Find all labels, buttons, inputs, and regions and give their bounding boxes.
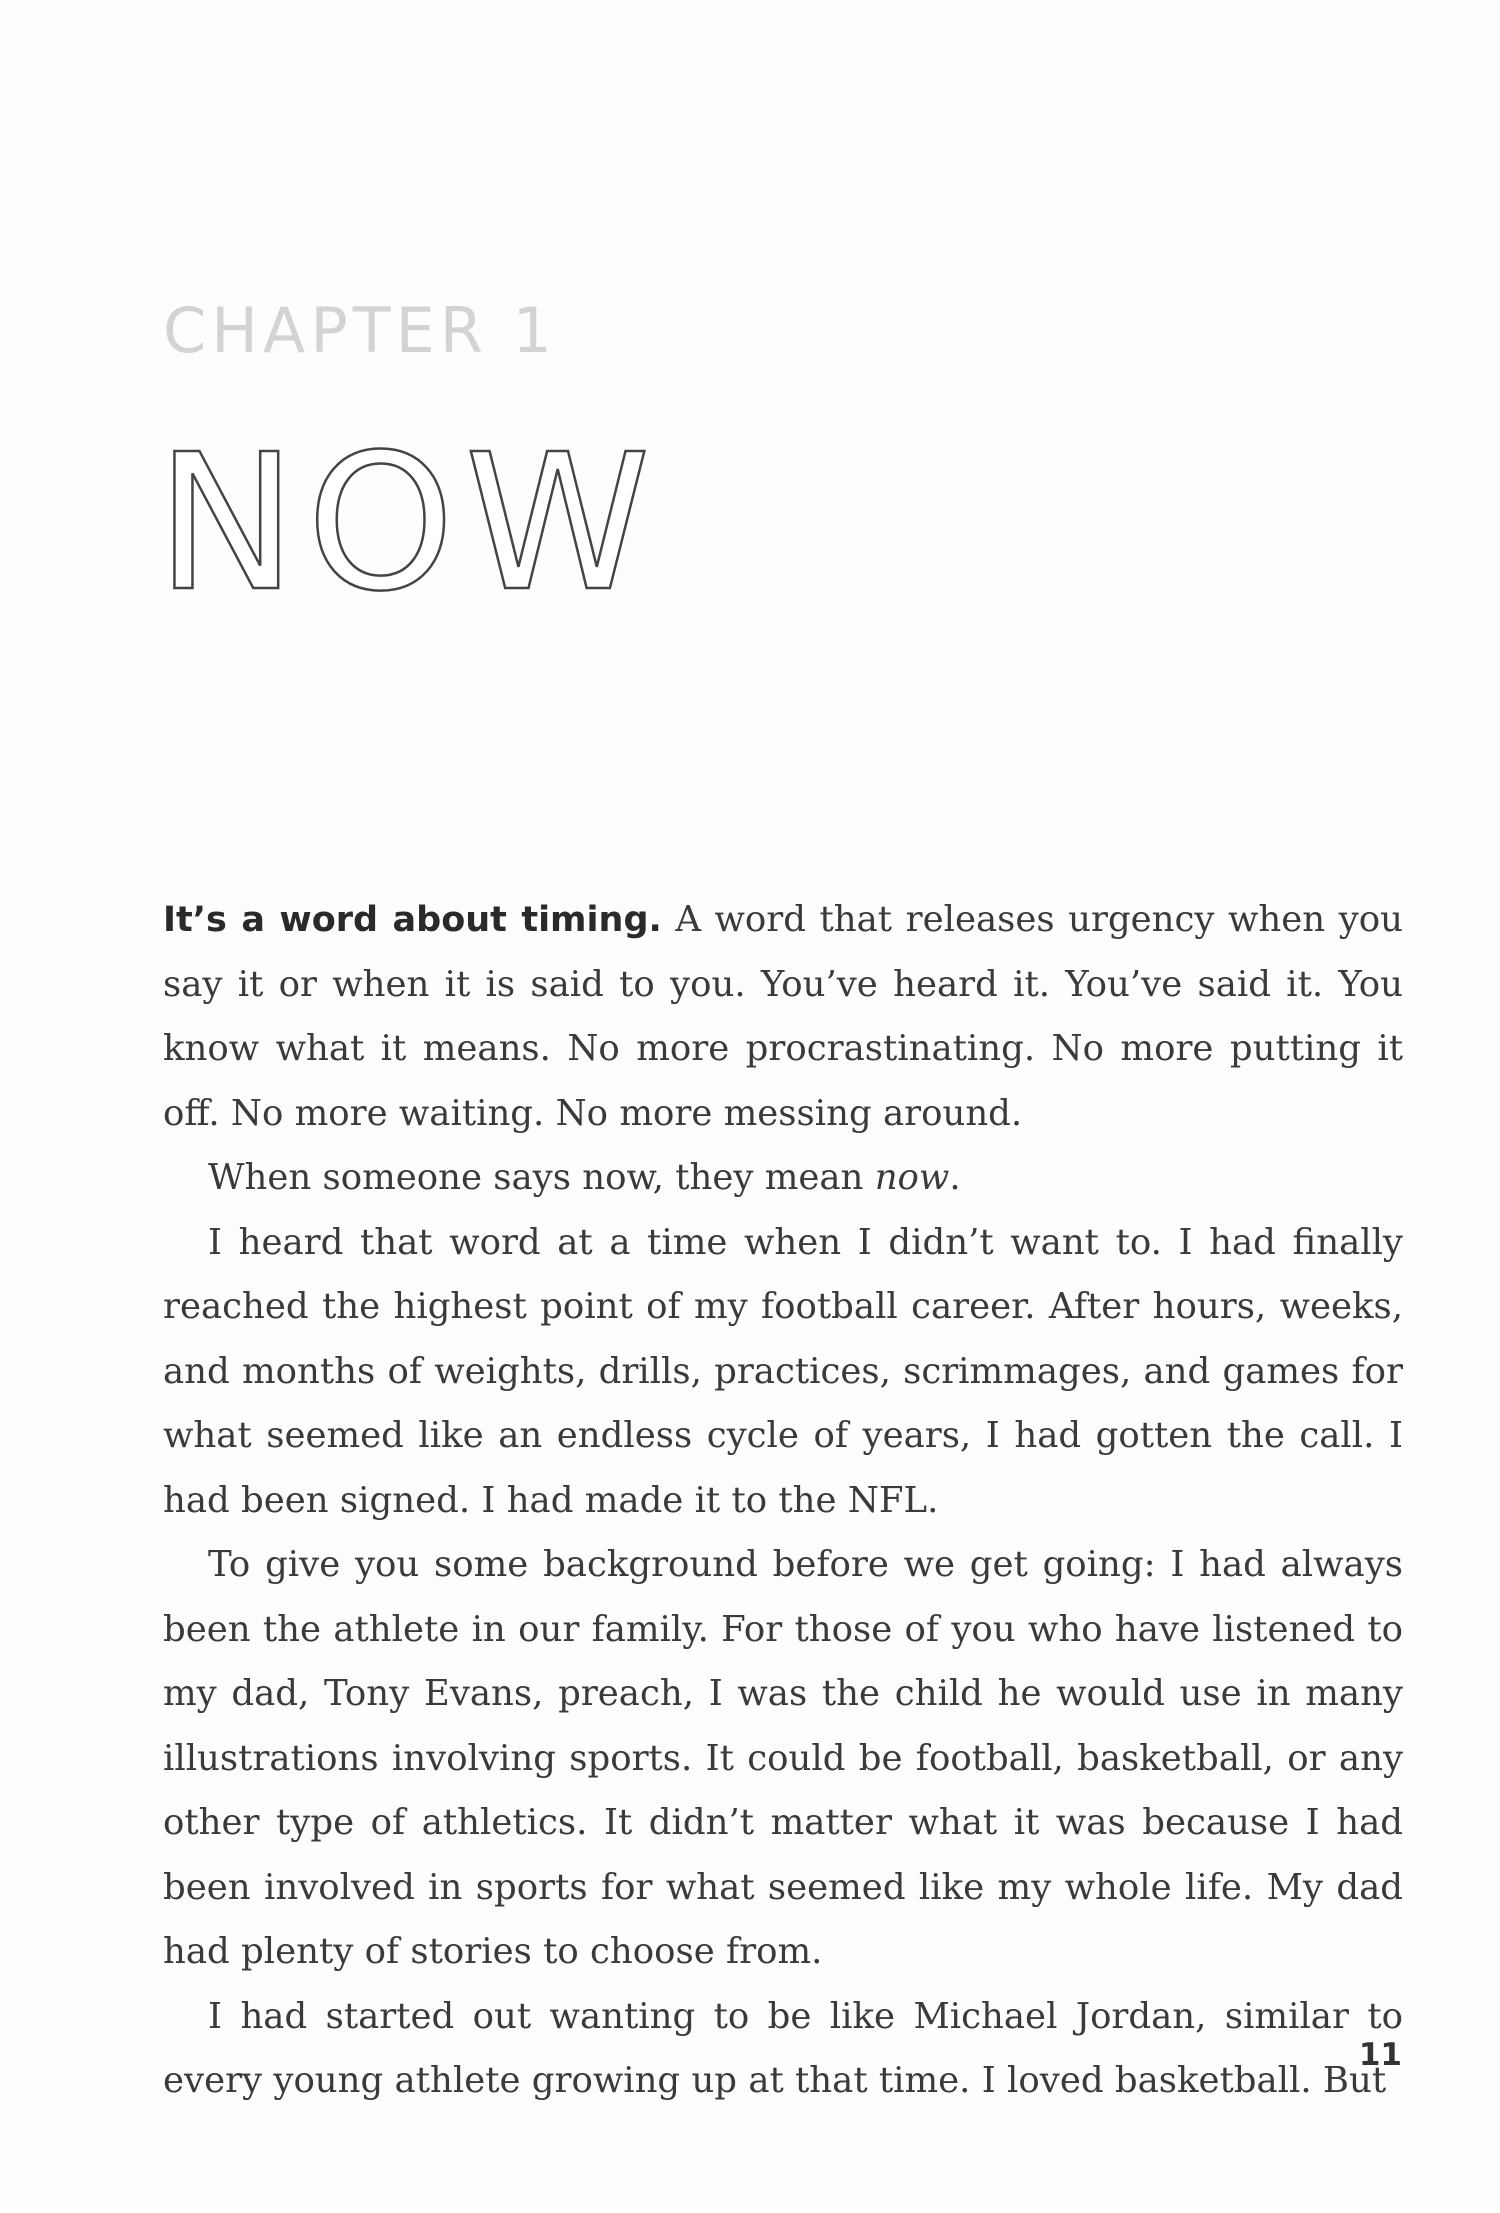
paragraph-5: I had started out wanting to be like Michael Jordan, similar to every young athlete growing up at that time. I loved basketball. But [163, 1995, 1403, 2101]
chapter-title: NOW [156, 414, 661, 633]
paragraph-3: I heard that word at a time when I didn’t want to. I had finally reached the highest point of my football career. After hours, weeks, and months of weights, drills, practices, scrimmages, and games for what seemed like an endless cycle of years, I had gotten the call. I had been signed. I had made it to the NFL. [163, 1221, 1403, 1521]
lead-in-phrase: It’s a word about timing. [163, 900, 662, 940]
paragraph-text-end: . [949, 1157, 961, 1198]
body-text [163, 888, 1403, 2114]
paragraph-1 [163, 888, 1403, 1146]
chapter-label: CHAPTER 1 [163, 294, 557, 367]
paragraph-2 [163, 1146, 1403, 1211]
paragraph-4: To give you some background before we get going: I had always been the athlete in our family. For those of you who have listened to my dad, Tony Evans, preach, I was the child he would use in many illustrations involving sports. It could be football, basketball, or any other type of athletics. It didn’t matter what it was because I had been involved in sports for what seemed like my whole life. My dad had plenty of stories to choose from. [163, 1544, 1403, 1972]
paragraph-text: When someone says now, they mean [208, 1157, 875, 1198]
page-number: 11 [1358, 2037, 1402, 2073]
emphasized-word: now [874, 1157, 950, 1198]
paragraph-text: A word that releases urgency when you say it or when it is said to you. You’ve heard it. You’ve said it. You know what it means. No more procrastinating. No more putting it off. No more waiting. No more messing around. [163, 899, 1403, 1134]
